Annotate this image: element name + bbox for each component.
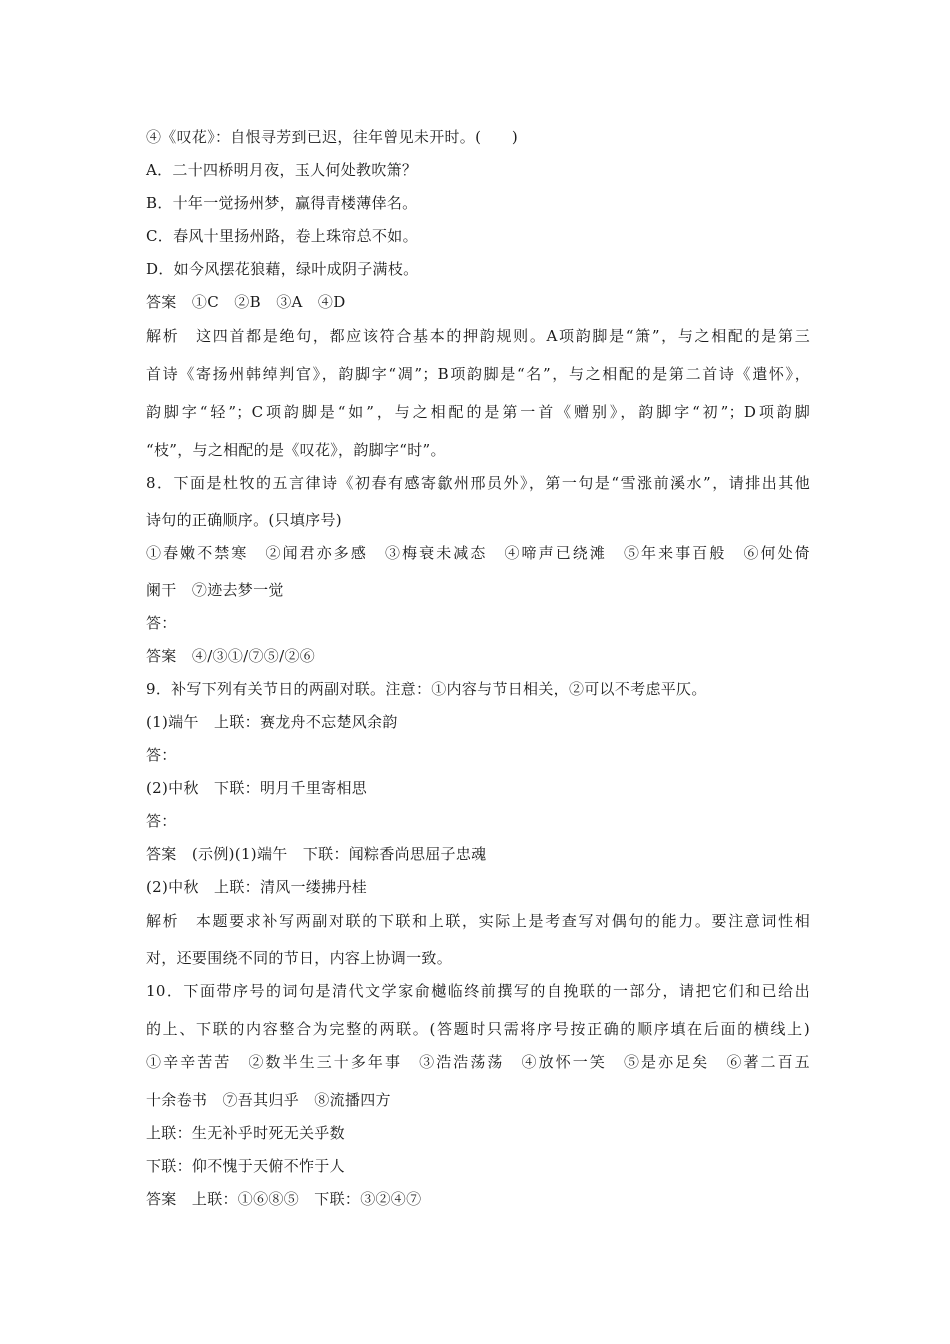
question-7-item-4: ④《叹花》：自恨寻芳到已迟，往年曾见未开时。( ) [146,128,519,146]
analysis-9-line-2: 对，还要围绕不同的节日，内容上协调一致。 [146,949,453,967]
question-10-line-2: 的上、下联的内容整合为完整的两联。(答题时只需将序号按正确的顺序填在后面的横线上) [146,1020,810,1038]
question-9-part-1: (1)端午 上联：赛龙舟不忘楚风余韵 [146,713,398,731]
question-10-options-line-2: 十余卷书 ⑦吾其归乎 ⑧流播四方 [146,1091,391,1109]
answer-10: 答案 上联：①⑥⑧⑤ 下联：③②④⑦ [146,1190,422,1208]
option-a: A．二十四桥明月夜，玉人何处教吹箫？ [146,161,418,179]
analysis-7-line-4: “枝”，与之相配的是《叹花》，韵脚字“时”。 [146,441,446,459]
lower-couplet: 下联：仰不愧于天俯不怍于人 [146,1157,345,1175]
question-8-options-line-1: ①春嫩不禁寒 ②闻君亦多感 ③梅衰未减态 ④啼声已绕滩 ⑤年来事百般 ⑥何处倚 [146,544,810,562]
analysis-7-line-3: 韵脚字“轻”；C项韵脚是“如”，与之相配的是第一首《赠别》，韵脚字“初”；D项韵脚 [146,403,810,421]
question-9: 9．补写下列有关节日的两副对联。注意：①内容与节日相关，②可以不考虑平仄。 [146,680,707,698]
question-9-part-2: (2)中秋 下联：明月千里寄相思 [146,779,368,797]
answer-8: 答案 ④/③①/⑦⑤/②⑥ [146,647,316,665]
question-10-options-line-1: ①辛辛苦苦 ②数半生三十多年事 ③浩浩荡荡 ④放怀一笑 ⑤是亦足矣 ⑥著二百五 [146,1053,810,1071]
answer-prompt-9-2: 答： [146,812,177,830]
option-b: B．十年一觉扬州梦，赢得青楼薄倖名。 [146,194,418,212]
answer-9-line-2: (2)中秋 上联：清风一缕拂丹桂 [146,878,368,896]
question-8-options-line-2: 阑干 ⑦迹去梦一觉 [146,581,284,599]
upper-couplet: 上联：生无补乎时死无关乎数 [146,1124,345,1142]
question-10-line-1: 10．下面带序号的词句是清代文学家俞樾临终前撰写的自挽联的一部分，请把它们和已给出 [146,982,810,1000]
analysis-7-line-1: 解析 这四首都是绝句，都应该符合基本的押韵规则。A项韵脚是“箫”，与之相配的是第三 [146,327,810,345]
analysis-9-line-1: 解析 本题要求补写两副对联的下联和上联，实际上是考查写对偶句的能力。要注意词性相 [146,912,810,930]
answer-7: 答案 ①C ②B ③A ④D [146,293,346,311]
analysis-7-line-2: 首诗《寄扬州韩绰判官》，韵脚字“凋”；B项韵脚是“名”，与之相配的是第二首诗《遣怀》， [146,365,810,383]
option-c: C．春风十里扬州路，卷上珠帘总不如。 [146,227,418,245]
answer-9-line-1: 答案 (示例)(1)端午 下联：闻粽香尚思屈子忠魂 [146,845,487,863]
option-d: D．如今风摆花狼藉，绿叶成阴子满枝。 [146,260,419,278]
answer-prompt-8: 答： [146,614,177,632]
answer-prompt-9-1: 答： [146,746,177,764]
question-8-line-1: 8．下面是杜牧的五言律诗《初春有感寄歙州邢员外》，第一句是“雪涨前溪水”，请排出其他 [146,474,810,492]
question-8-line-2: 诗句的正确顺序。(只填序号) [146,511,342,529]
